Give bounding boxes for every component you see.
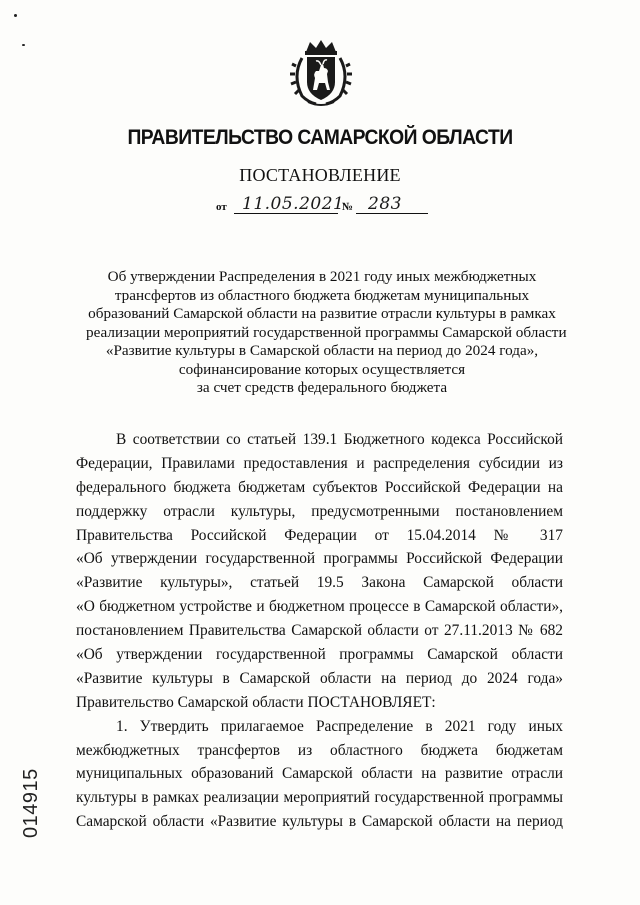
document-body — [76, 428, 563, 834]
body-line: «Об утверждении государственной программы Российской Федерации — [76, 550, 563, 568]
date-value: 11.05.2021 — [242, 194, 345, 214]
number-value: 283 — [368, 194, 402, 214]
document-type: ПОСТАНОВЛЕНИЕ — [239, 165, 401, 185]
government-title: ПРАВИТЕЛЬСТВО САМАРСКОЙ ОБЛАСТИ — [127, 126, 513, 149]
subject-line: за счет средств федерального бюджета — [196, 379, 448, 396]
body-line: межбюджетных трансфертов из областного бюджета бюджетам — [76, 741, 563, 759]
document-subject — [86, 268, 567, 398]
body-line: В соответствии со статьей 139.1 Бюджетного кодекса Российской — [116, 431, 563, 448]
scan-speck — [22, 44, 25, 46]
subject-line: реализации мероприятий государственной программы Самарской области — [86, 323, 567, 341]
subject-line: трансфертов из областного бюджета бюджетам муниципальных — [114, 286, 530, 304]
coat-of-arms-icon — [286, 38, 356, 108]
scan-speck — [14, 14, 17, 17]
subject-line: «Развитие культуры в Самарской области на период до 2024 года», — [105, 342, 539, 359]
subject-line: Об утверждении Распределения в 2021 году иных межбюджетных — [107, 268, 537, 285]
body-line: 1. Утвердить прилагаемое Распределение в 2021 году иных — [116, 717, 563, 735]
body-line: поддержку отрасли культуры, предусмотренными постановлением — [76, 502, 563, 520]
body-line: Правительства Российской Федерации от 15.04.2014 № 317 — [76, 526, 563, 544]
body-line: муниципальных образований Самарской области на развитие отрасли — [76, 765, 563, 783]
document-date-number — [216, 196, 436, 218]
body-line: Федерации, Правилами предоставления и распределения субсидии из — [76, 454, 563, 472]
body-line: «Об утверждении государственной программы Самарской области — [76, 646, 563, 664]
body-line: постановлением Правительства Самарской области от 27.11.2013 № 682 — [76, 622, 563, 640]
body-line: культуры в рамках реализации мероприятий государственной программы — [76, 789, 563, 807]
date-prefix: от — [216, 201, 227, 213]
body-line: «О бюджетном устройстве и бюджетном процессе в Самарской области», — [76, 598, 563, 616]
body-line: Правительство Самарской области ПОСТАНОВЛЯЕТ: — [76, 693, 436, 711]
subject-line: софинансирование которых осуществляется — [178, 360, 466, 378]
serial-number-stamp: 014915 — [20, 768, 42, 838]
subject-line: образований Самарской области на развитие отрасли культуры в рамках — [88, 305, 556, 322]
number-prefix: № — [342, 201, 354, 213]
body-line: «Развитие культуры», статьей 19.5 Закона Самарской области — [76, 574, 563, 592]
body-line: Самарской области «Развитие культуры в Самарской области на период — [76, 813, 563, 831]
body-line: «Развитие культуры в Самарской области на период до 2024 года» — [76, 669, 563, 687]
body-line: федерального бюджета бюджетам субъектов Российской Федерации на — [76, 478, 563, 496]
